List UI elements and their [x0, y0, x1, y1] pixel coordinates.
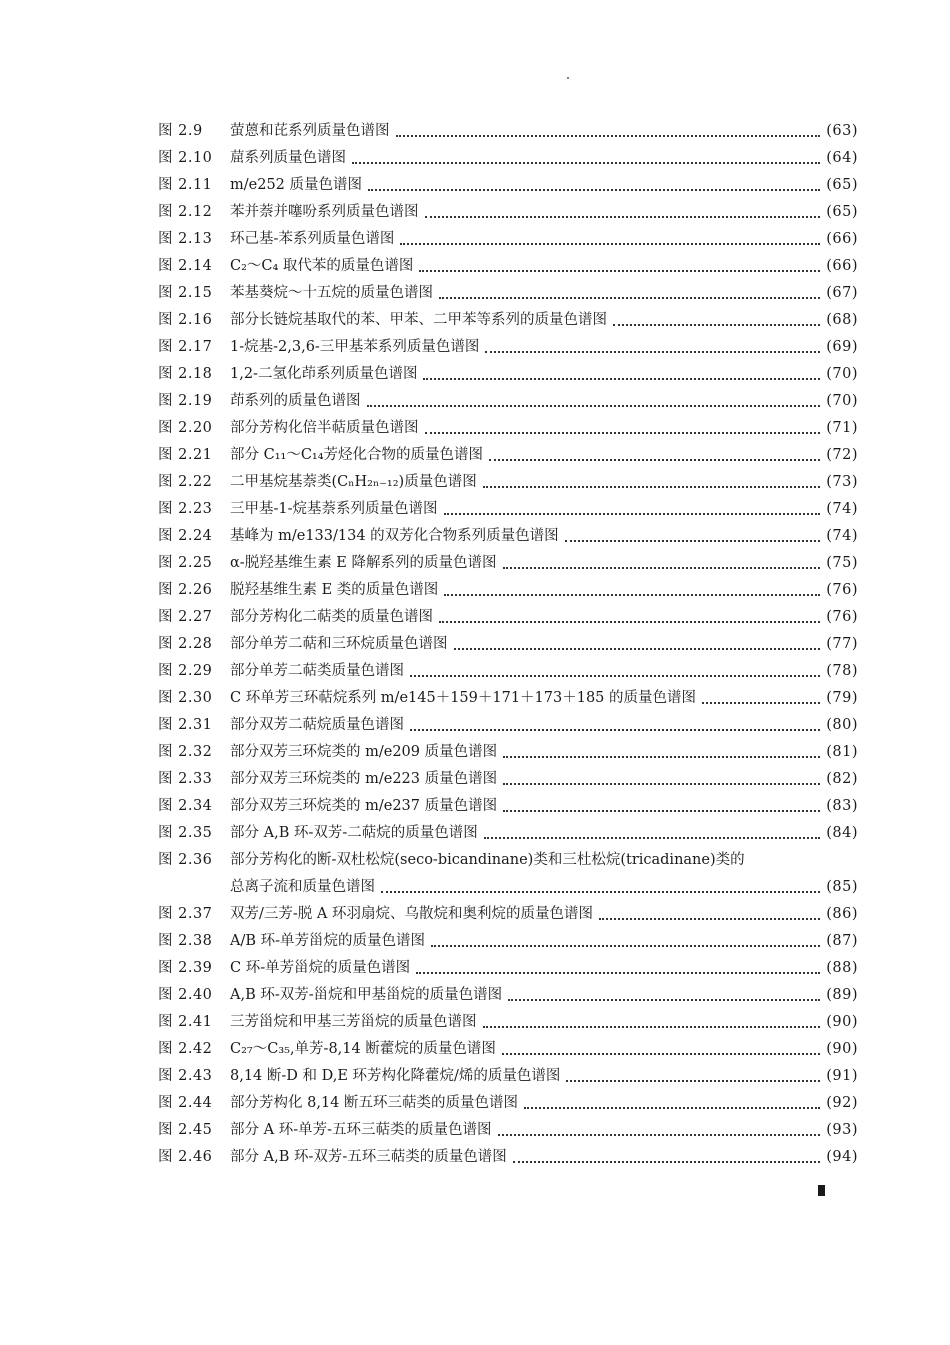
list-item — [158, 658, 858, 685]
figure-number: 图 2.16 — [158, 312, 213, 328]
figure-number: 图 2.26 — [158, 582, 213, 598]
figure-number: 图 2.20 — [158, 420, 213, 436]
figure-number: 图 2.35 — [158, 825, 213, 841]
dot-leader — [613, 324, 820, 326]
list-item — [158, 334, 858, 361]
page-number: (74) — [826, 528, 858, 544]
figure-title: m/e252 质量色谱图 — [230, 177, 363, 193]
figure-title: C 环-单芳甾烷的质量色谱图 — [230, 960, 411, 976]
figure-title: 环己基-苯系列质量色谱图 — [230, 231, 395, 247]
list-item — [158, 739, 858, 766]
dot-leader — [565, 540, 821, 542]
figure-title: 萤蒽和芘系列质量色谱图 — [230, 123, 390, 139]
figure-title: A,B 环-双芳-甾烷和甲基甾烷的质量色谱图 — [230, 987, 503, 1003]
page-number: (93) — [826, 1122, 858, 1138]
figure-title: 8,14 断-D 和 D,E 环芳构化降藿烷/烯的质量色谱图 — [230, 1068, 561, 1084]
dot-leader — [503, 756, 820, 758]
dot-leader — [400, 243, 820, 245]
list-item — [158, 415, 858, 442]
entry-first-line — [158, 847, 858, 874]
dot-leader — [484, 837, 820, 839]
dot-leader — [498, 1134, 821, 1136]
figure-number: 图 2.9 — [158, 123, 203, 139]
dot-leader — [416, 972, 820, 974]
figure-number: 图 2.32 — [158, 744, 213, 760]
figure-number: 图 2.12 — [158, 204, 213, 220]
dot-leader — [431, 945, 820, 947]
list-item — [158, 145, 858, 172]
figure-number: 图 2.39 — [158, 960, 213, 976]
figure-title: C₂～C₄ 取代苯的质量色谱图 — [230, 258, 414, 274]
page-number: (87) — [826, 933, 858, 949]
figure-number: 图 2.10 — [158, 150, 213, 166]
page-folio-mark — [818, 1185, 825, 1196]
figure-title: 部分双芳三环烷类的 m/e223 质量色谱图 — [230, 771, 498, 787]
dot-leader — [396, 135, 821, 137]
figure-title: 1,2-二氢化茚系列质量色谱图 — [230, 366, 418, 382]
figure-title: 部分单芳二萜和三环烷质量色谱图 — [230, 636, 448, 652]
figure-number: 图 2.46 — [158, 1149, 213, 1165]
list-item — [158, 766, 858, 793]
figure-title: 部分 A 环-单芳-五环三萜类的质量色谱图 — [230, 1122, 492, 1138]
figure-title: 部分芳构化倍半萜质量色谱图 — [230, 420, 419, 436]
figure-number: 图 2.29 — [158, 663, 213, 679]
page-number: (66) — [826, 231, 858, 247]
figure-title: 部分 C₁₁～C₁₄芳烃化合物的质量色谱图 — [230, 447, 484, 463]
figure-title: C 环单芳三环萜烷系列 m/e145＋159＋171＋173＋185 的质量色谱图 — [230, 690, 697, 706]
figure-title: 部分芳构化的断-双杜松烷(seco-bicandinane)类和三杜松烷(tricadinane)类的 — [230, 852, 745, 868]
figure-title: 部分芳构化 8,14 断五环三萜类的质量色谱图 — [230, 1095, 519, 1111]
page-number: (88) — [826, 960, 858, 976]
list-item — [158, 550, 858, 577]
page-number: (76) — [826, 582, 858, 598]
dot-leader — [444, 513, 821, 515]
figure-number: 图 2.43 — [158, 1068, 213, 1084]
figure-number: 图 2.36 — [158, 852, 213, 868]
page-number: (85) — [826, 879, 858, 895]
dot-leader — [483, 486, 821, 488]
list-item — [158, 199, 858, 226]
figure-title: 苯并萘并噻吩系列质量色谱图 — [230, 204, 419, 220]
figure-number: 图 2.18 — [158, 366, 213, 382]
page-number: (86) — [826, 906, 858, 922]
dot-leader — [599, 918, 820, 920]
page-number: (65) — [826, 204, 858, 220]
dot-leader — [419, 270, 820, 272]
page-number: (76) — [826, 609, 858, 625]
figure-number: 图 2.37 — [158, 906, 213, 922]
page-number: (80) — [826, 717, 858, 733]
figure-number: 图 2.14 — [158, 258, 213, 274]
dot-leader — [352, 162, 820, 164]
figure-title: 部分长链烷基取代的苯、甲苯、二甲苯等系列的质量色谱图 — [230, 312, 607, 328]
list-item — [158, 793, 858, 820]
page-number: (77) — [826, 636, 858, 652]
list-item — [158, 307, 858, 334]
figure-number: 图 2.31 — [158, 717, 213, 733]
figure-title: C₂₇～C₃₅,单芳-8,14 断藿烷的质量色谱图 — [230, 1041, 496, 1057]
figure-number: 图 2.34 — [158, 798, 213, 814]
list-item — [158, 820, 858, 847]
figure-number: 图 2.19 — [158, 393, 213, 409]
dot-leader — [444, 594, 820, 596]
figure-number: 图 2.25 — [158, 555, 213, 571]
figure-title: 部分 A,B 环-双芳-二萜烷的质量色谱图 — [230, 825, 478, 841]
list-item — [158, 1144, 858, 1171]
list-item — [158, 361, 858, 388]
dot-leader — [367, 405, 821, 407]
dot-leader — [489, 459, 820, 461]
list-item — [158, 523, 858, 550]
page-number: (70) — [826, 366, 858, 382]
page-number: (83) — [826, 798, 858, 814]
figure-title: 三芳甾烷和甲基三芳甾烷的质量色谱图 — [230, 1014, 477, 1030]
list-item — [158, 118, 858, 145]
dot-leader — [425, 216, 821, 218]
page-number: (74) — [826, 501, 858, 517]
page-number: (91) — [826, 1068, 858, 1084]
list-item — [158, 631, 858, 658]
page-number: (79) — [826, 690, 858, 706]
figure-number: 图 2.41 — [158, 1014, 213, 1030]
figure-title: 苯基葵烷～十五烷的质量色谱图 — [230, 285, 433, 301]
list-item — [158, 172, 858, 199]
page-number: (90) — [826, 1014, 858, 1030]
page-number: (72) — [826, 447, 858, 463]
page-number: (92) — [826, 1095, 858, 1111]
list-item — [158, 280, 858, 307]
dot-leader — [513, 1161, 820, 1163]
page-number: (82) — [826, 771, 858, 787]
figure-number: 图 2.22 — [158, 474, 213, 490]
page-number: (75) — [826, 555, 858, 571]
figure-title: 部分芳构化二萜类的质量色谱图 — [230, 609, 433, 625]
figure-title: 1-烷基-2,3,6-三甲基苯系列质量色谱图 — [230, 339, 480, 355]
figure-number: 图 2.24 — [158, 528, 213, 544]
page-number: (71) — [826, 420, 858, 436]
dot-leader — [483, 1026, 821, 1028]
page-number: (68) — [826, 312, 858, 328]
dot-leader — [454, 648, 821, 650]
page-number: (70) — [826, 393, 858, 409]
figure-number: 图 2.21 — [158, 447, 213, 463]
figure-title: 茚系列的质量色谱图 — [230, 393, 361, 409]
figure-number: 图 2.44 — [158, 1095, 213, 1111]
figure-number: 图 2.15 — [158, 285, 213, 301]
figure-number: 图 2.30 — [158, 690, 213, 706]
figure-title: 基峰为 m/e133/134 的双芳化合物系列质量色谱图 — [230, 528, 559, 544]
dot-leader — [508, 999, 820, 1001]
figure-number: 图 2.27 — [158, 609, 213, 625]
dot-leader — [502, 1053, 820, 1055]
list-item — [158, 928, 858, 955]
figure-title: 脱羟基维生素 E 类的质量色谱图 — [230, 582, 439, 598]
figure-title: 部分双芳三环烷类的 m/e237 质量色谱图 — [230, 798, 498, 814]
page-number: (90) — [826, 1041, 858, 1057]
figure-title: 部分单芳二萜类质量色谱图 — [230, 663, 404, 679]
figure-number: 图 2.33 — [158, 771, 213, 787]
dot-leader — [439, 297, 820, 299]
figure-title: 䓛系列质量色谱图 — [230, 150, 346, 166]
dot-leader — [503, 810, 820, 812]
figure-number: 图 2.17 — [158, 339, 213, 355]
page-number: (78) — [826, 663, 858, 679]
figure-number: 图 2.23 — [158, 501, 213, 517]
dot-leader — [410, 675, 820, 677]
dot-leader — [368, 189, 820, 191]
list-item — [158, 226, 858, 253]
list-item — [158, 496, 858, 523]
figure-number: 图 2.40 — [158, 987, 213, 1003]
list-item — [158, 1063, 858, 1090]
figure-title: 双芳/三芳-脱 A 环羽扇烷、乌散烷和奥利烷的质量色谱图 — [230, 906, 593, 922]
figure-number: 图 2.45 — [158, 1122, 213, 1138]
list-item — [158, 1036, 858, 1063]
list-item — [158, 1009, 858, 1036]
list-item — [158, 901, 858, 928]
list-item — [158, 712, 858, 739]
list-item — [158, 577, 858, 604]
figure-title: 二甲基烷基萘类(CₙH₂ₙ₋₁₂)质量色谱图 — [230, 474, 477, 490]
dot-leader — [566, 1080, 820, 1082]
list-item — [158, 388, 858, 415]
figure-number: 图 2.42 — [158, 1041, 213, 1057]
page-number: (64) — [826, 150, 858, 166]
list-item — [158, 847, 858, 901]
page-number: (73) — [826, 474, 858, 490]
dot-leader — [485, 351, 820, 353]
scan-speck — [567, 77, 569, 79]
figure-list — [158, 118, 858, 1171]
page-number: (84) — [826, 825, 858, 841]
page-number: (81) — [826, 744, 858, 760]
dot-leader — [425, 432, 821, 434]
list-item — [158, 955, 858, 982]
page-number: (94) — [826, 1149, 858, 1165]
figure-number: 图 2.11 — [158, 177, 213, 193]
list-item — [158, 1090, 858, 1117]
list-item — [158, 604, 858, 631]
dot-leader — [439, 621, 820, 623]
figure-title: 部分双芳三环烷类的 m/e209 质量色谱图 — [230, 744, 498, 760]
page-number: (67) — [826, 285, 858, 301]
dot-leader — [410, 729, 820, 731]
list-item — [158, 685, 858, 712]
figure-number: 图 2.28 — [158, 636, 213, 652]
dot-leader — [423, 378, 820, 380]
page-number: (66) — [826, 258, 858, 274]
dot-leader — [503, 567, 821, 569]
figure-number: 图 2.13 — [158, 231, 213, 247]
figure-title-continued: 总离子流和质量色谱图 — [230, 879, 375, 895]
figure-number: 图 2.38 — [158, 933, 213, 949]
page-number: (69) — [826, 339, 858, 355]
dot-leader — [702, 702, 820, 704]
figure-title: 部分 A,B 环-双芳-五环三萜类的质量色谱图 — [230, 1149, 507, 1165]
list-item — [158, 442, 858, 469]
dot-leader — [503, 783, 820, 785]
figure-title: A/B 环-单芳甾烷的质量色谱图 — [230, 933, 426, 949]
dot-leader — [524, 1107, 820, 1109]
dot-leader — [381, 891, 820, 893]
list-item — [158, 469, 858, 496]
figure-title: 三甲基-1-烷基萘系列质量色谱图 — [230, 501, 438, 517]
figure-title: 部分双芳二萜烷质量色谱图 — [230, 717, 404, 733]
list-item — [158, 982, 858, 1009]
figure-title: α-脱羟基维生素 E 降解系列的质量色谱图 — [230, 555, 497, 571]
entry-continuation-line — [158, 874, 858, 901]
page-number: (89) — [826, 987, 858, 1003]
page-number: (63) — [826, 123, 858, 139]
list-item — [158, 253, 858, 280]
page-number: (65) — [826, 177, 858, 193]
list-item — [158, 1117, 858, 1144]
